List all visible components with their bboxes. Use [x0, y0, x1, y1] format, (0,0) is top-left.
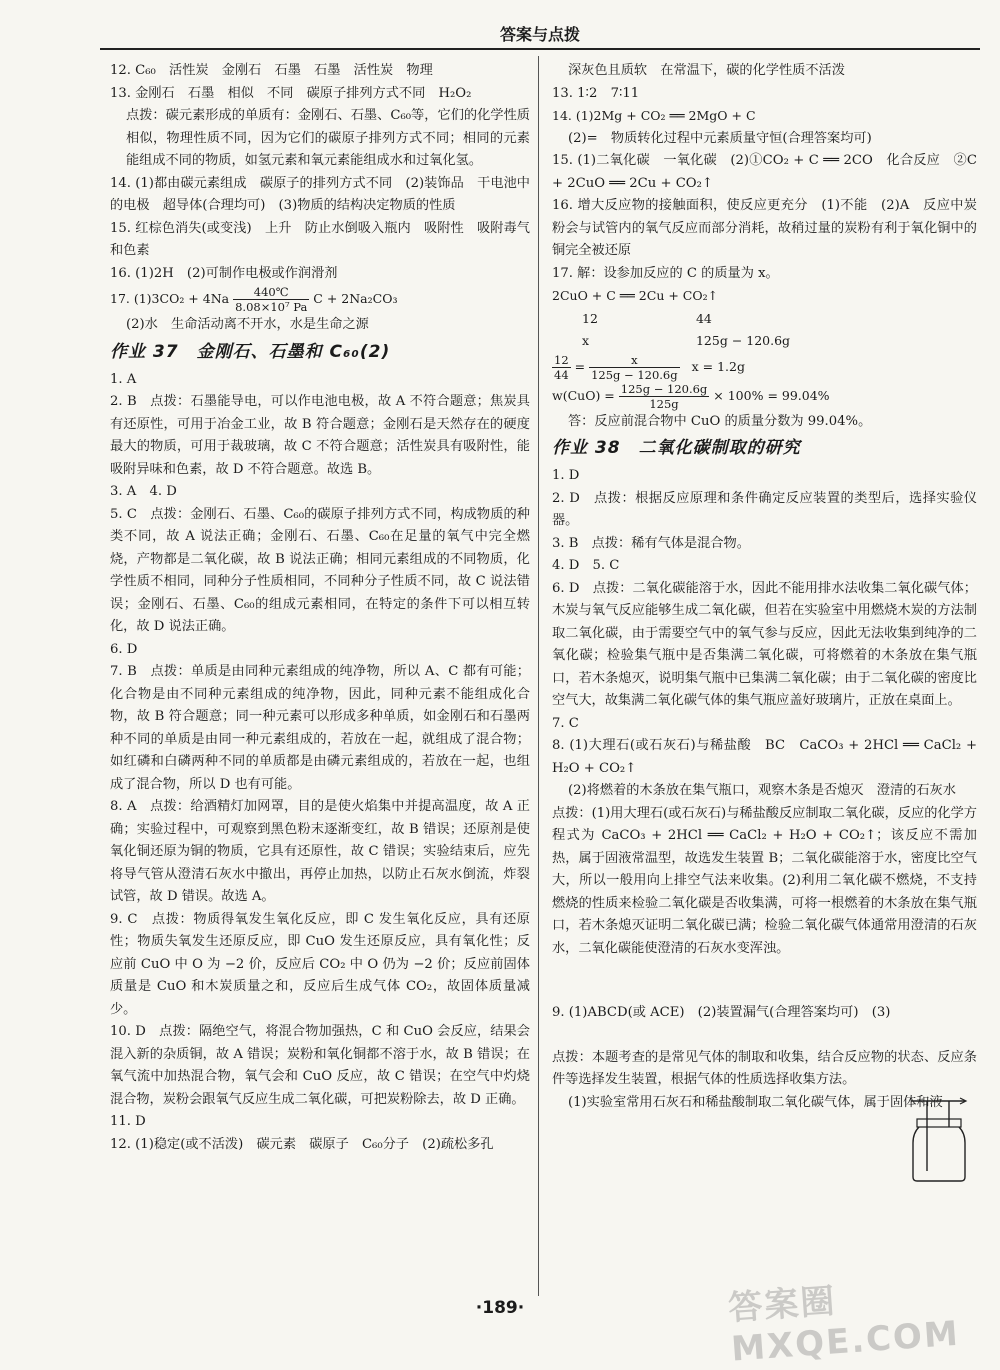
answer-line: 16. 增大反应物的接触面积，使反应更充分 (1)不能 (2)A 反应中炭粉会与试管内的氧气反应而部分消耗，故稍过量的炭粉有利于氧化铜中的铜完全被还原 — [552, 198, 977, 258]
explanation: (1)实验室常用石灰石和稀盐酸制取二氧化碳气体，属于固体和液 — [568, 1094, 943, 1110]
watermark-logo: 答案圈 MXQE.COM — [727, 1281, 962, 1370]
equation-left: 17. (1)3CO₂ + 4Na — [110, 291, 230, 306]
reaction-condition — [233, 285, 309, 314]
answer-line: 答：反应前混合物中 CuO 的质量分数为 99.04%。 — [568, 413, 872, 429]
section-heading-38: 作业 38 二氧化碳制取的研究 — [552, 438, 801, 458]
right-column — [552, 60, 977, 1114]
fraction — [552, 353, 571, 382]
answer-line: 14. (1)都由碳元素组成 碳原子的排列方式不同 (2)装饰品 干电池中的电极 超导体(合理均可) (3)物质的结构决定物质的性质 — [110, 175, 530, 213]
fraction — [589, 353, 680, 382]
calc-value: x — [582, 333, 590, 348]
answer-line: 10. D 点拨：隔绝空气，将混合物加强热，C 和 CuO 会反应，结果会混入新的杂质铜，故 A 错误；炭粉和氧化铜都不溶于水，故 B 错误；在氧气流中加热混合物，氧气会和 CuO 反应，故 C 错误；在空气中灼烧混合物，炭粉会跟氧气反应生成二氧化碳，可把炭粉除去，故 D 正确。 — [110, 1024, 530, 1107]
answer-line: 3. A 4. D — [110, 484, 177, 499]
calc-value: 44 — [695, 310, 712, 326]
page-header — [100, 24, 980, 50]
calc-fraction — [552, 382, 977, 411]
answer-line: 9. (1)ABCD(或 ACE) (2)装置漏气(合理答案均可) (3) — [552, 1005, 891, 1020]
section-heading-37: 作业 37 金刚石、石墨和 C₆₀(2) — [110, 341, 391, 362]
answer-line: 1. A — [110, 371, 137, 387]
calc-ratio-row — [552, 308, 977, 331]
condition-pressure: 8.08×10⁷ Pa — [235, 300, 308, 314]
answer-line: 深灰色且质软 在常温下，碳的化学性质不活泼 — [568, 63, 845, 78]
numerator: 125g − 120.6g — [620, 381, 708, 396]
equation-right: C + 2Na₂CO₃ — [313, 291, 398, 306]
answer-line: 14. (1)2Mg + CO₂ ══ 2MgO + C — [552, 108, 756, 123]
numerator: 12 — [554, 352, 569, 367]
denominator: 125g − 120.6g — [591, 367, 678, 382]
explanation: 点拨：(1)用大理石(或石灰石)与稀盐酸反应制取二氧化碳，反应的化学方程式为 CaCO₃ + 2HCl ══ CaCl₂ + H₂O + CO₂↑；该反应不需加热，属于固液常温型，故选发生装置 B；二氧化碳能溶于水，密度比空气大，所以一般用向上排空气法来收集。(2)利用二氧化碳不燃烧，不支持燃烧的性质来检验二氧化碳是否收集满，可将一根燃着的木条放在集气瓶口，若木条熄灭证明二氧化碳已满；检验二氧化碳气体通常用澄清的石灰水，二氧化碳能使澄清的石灰水变浑浊。 — [552, 805, 977, 956]
left-column — [110, 60, 530, 1156]
answer-line: 3. B 点拨：稀有气体是混合物。 — [552, 535, 750, 551]
answer-line: 17. 解：设参加反应的 C 的质量为 x。 — [552, 265, 779, 281]
answer-line: 5. C 点拨：金刚石、石墨、C₆₀的碳原子排列方式不同，构成物质的种类不同，故 A 说法正确；金刚石、石墨、C₆₀在足量的氧气中完全燃烧，产物都是二氧化碳，故 B 说法正确；相同元素组成的不同物质，化学性质不相同，同种分子性质相同，不同种分子性质不同，故 C 说法错误；金刚石、石墨、C₆₀的组成元素相同，在特定的条件下可以相互转化，故 D 说法正确。 — [110, 506, 530, 634]
calc-equation: 2CuO + C ══ 2Cu + CO₂↑ — [552, 288, 719, 303]
answer-line: 9. C 点拨：物质得氧发生氧化反应，即 C 发生氧化反应，具有还原性；物质失氧发生还原反应，即 CuO 发生还原反应，具有氧化性；反应前 CuO 中 O 为 −2 价，反应后 CO₂ 中 O 仍为 −2 价；反应前固体质量是 CuO 和木炭质量之和，反应后生成气体 CO₂，故固体质量减少。 — [110, 911, 530, 1017]
answer-line: (2)将燃着的木条放在集气瓶口，观察木条是否熄灭 澄清的石灰水 — [568, 783, 956, 798]
equation-17 — [110, 285, 530, 314]
answer-line: 12. (1)稳定(或不活泼) 碳元素 碳原子 C₆₀分子 (2)疏松多孔 — [110, 1136, 494, 1152]
calc-result: x = 1.2g — [691, 358, 745, 374]
answer-line: 6. D — [110, 641, 138, 657]
page-number: ·189· — [475, 1298, 525, 1318]
gas-bottle-icon — [905, 1093, 975, 1185]
header-title: 答案与点拨 — [499, 25, 580, 44]
answer-line: 15. 红棕色消失(或变浅) 上升 防止水倒吸入瓶内 吸附性 吸附毒气和色素 — [110, 220, 530, 258]
answer-line: 16. (1)2H (2)可制作电极或作润滑剂 — [110, 265, 338, 281]
answer-line: (2)= 物质转化过程中元素质量守恒(合理答案均可) — [568, 130, 872, 146]
calc-mass-row — [552, 330, 977, 353]
answer-line: 12. C₆₀ 活性炭 金刚石 石墨 石墨 活性炭 物理 — [110, 63, 433, 78]
answer-line: 13. 1∶2 7∶11 — [552, 85, 640, 101]
calc-value: 125g − 120.6g — [695, 333, 791, 348]
answer-line: 1. D — [552, 468, 580, 483]
explanation: 点拨：本题考查的是常见气体的制取和收集，结合反应物的状态、反应条件等选择发生装置，根据气体的性质选择收集方法。 — [552, 1049, 977, 1087]
answer-line: 2. D 点拨：根据反应原理和条件确定反应装置的类型后，选择实验仪器。 — [552, 490, 977, 528]
calc-percent: × 100% = 99.04% — [713, 387, 830, 403]
condition-temp: 440℃ — [233, 285, 309, 300]
answer-line: 4. D 5. C — [552, 558, 620, 573]
calc-proportion: $\frac{12}{44}$ = $\frac{x}{125g - 120.6g}$ x = 1.2g — [554, 352, 745, 382]
column-divider — [538, 56, 539, 1296]
explanation: 点拨：碳元素形成的单质有：金刚石、石墨、C₆₀等，它们的化学性质相似，物理性质不同，因为它们的碳原子排列方式不同；相同的元素能组成不同的物质，如氢元素和氧元素能组成水和过氧化氢。 — [126, 108, 530, 168]
answer-line: 6. D 点拨：二氧化碳能溶于水，因此不能用排水法收集二氧化碳气体；木炭与氧气反应能够生成二氧化碳，但若在实验室中用燃烧木炭的方法制取二氧化碳，由于需要空气中的氧气参与反应，因此无法收集到纯净的二氧化碳；检验集气瓶中是否集满二氧化碳，可将燃着的木条放在集气瓶口，若木条熄灭，说明集气瓶中已集满二氧化碳；由于二氧化碳的密度比空气大，故集满二氧化碳气体的集气瓶应盖好玻璃片，正放在桌面上。 — [552, 580, 977, 708]
answer-line: 7. B 点拨：单质是由同种元素组成的纯净物，所以 A、C 都有可能；化合物是由不同种元素组成的纯净物，因此，同种元素不能组成化合物，故 B 符合题意；同一种元素可以形成多种单质，如金刚石和石墨两种不同的单质是由同一种元素组成的，若放在一起，就组成了混合物；如红磷和白磷两种不同的单质都是由磷元素组成的，若放在一起，也组成了混合物，所以 D 也有可能。 — [110, 664, 530, 792]
answer-line: 15. (1)二氧化碳 一氧化碳 (2)①CO₂ + C ══ 2CO 化合反应 ②C + 2CuO ══ 2Cu + CO₂↑ — [552, 153, 977, 191]
answer-line: 11. D — [110, 1114, 146, 1129]
answer-line: 13. 金刚石 石墨 相似 不同 碳原子排列方式不同 H₂O₂ — [110, 85, 472, 101]
answer-line: 8. A 点拨：给酒精灯加网罩，目的是使火焰集中并提高温度，故 A 正确；实验过程中，可观察到黑色粉末逐渐变红，故 B 错误；还原剂是使氧化铜还原为铜的物质，它具有还原性，故 C 错误；实验结束后，应先将导气管从澄清石灰水中撤出，再停止加热，以防止石灰水倒流，炸裂试管，故 D 错误。故选 A。 — [110, 799, 530, 904]
answer-line: (2)水 生命活动离不开水，水是生命之源 — [126, 317, 369, 332]
fraction — [619, 382, 710, 411]
answer-line: 8. (1)大理石(或石灰石)与稀盐酸 BC CaCO₃ + 2HCl ══ CaCl₂ + H₂O + CO₂↑ — [552, 738, 977, 776]
denominator: 125g — [649, 396, 679, 411]
answer-line: 7. C — [552, 715, 579, 731]
answer-line: 2. B 点拨：石墨能导电，可以作电池电极，故 A 不符合题意；焦炭具有还原性，可用于冶金工业，故 B 符合题意；金刚石是天然存在的硬度最大的物质，可用于裁玻璃，故 C 不符合题意；活性炭具有吸附性，能吸附异味和色素，故 D 不符合题意。故选 B。 — [110, 394, 530, 477]
calc-value: 12 — [582, 310, 598, 326]
numerator: x — [589, 353, 680, 368]
calc-label: w(CuO) = — [552, 387, 615, 403]
denominator: 44 — [554, 367, 569, 382]
